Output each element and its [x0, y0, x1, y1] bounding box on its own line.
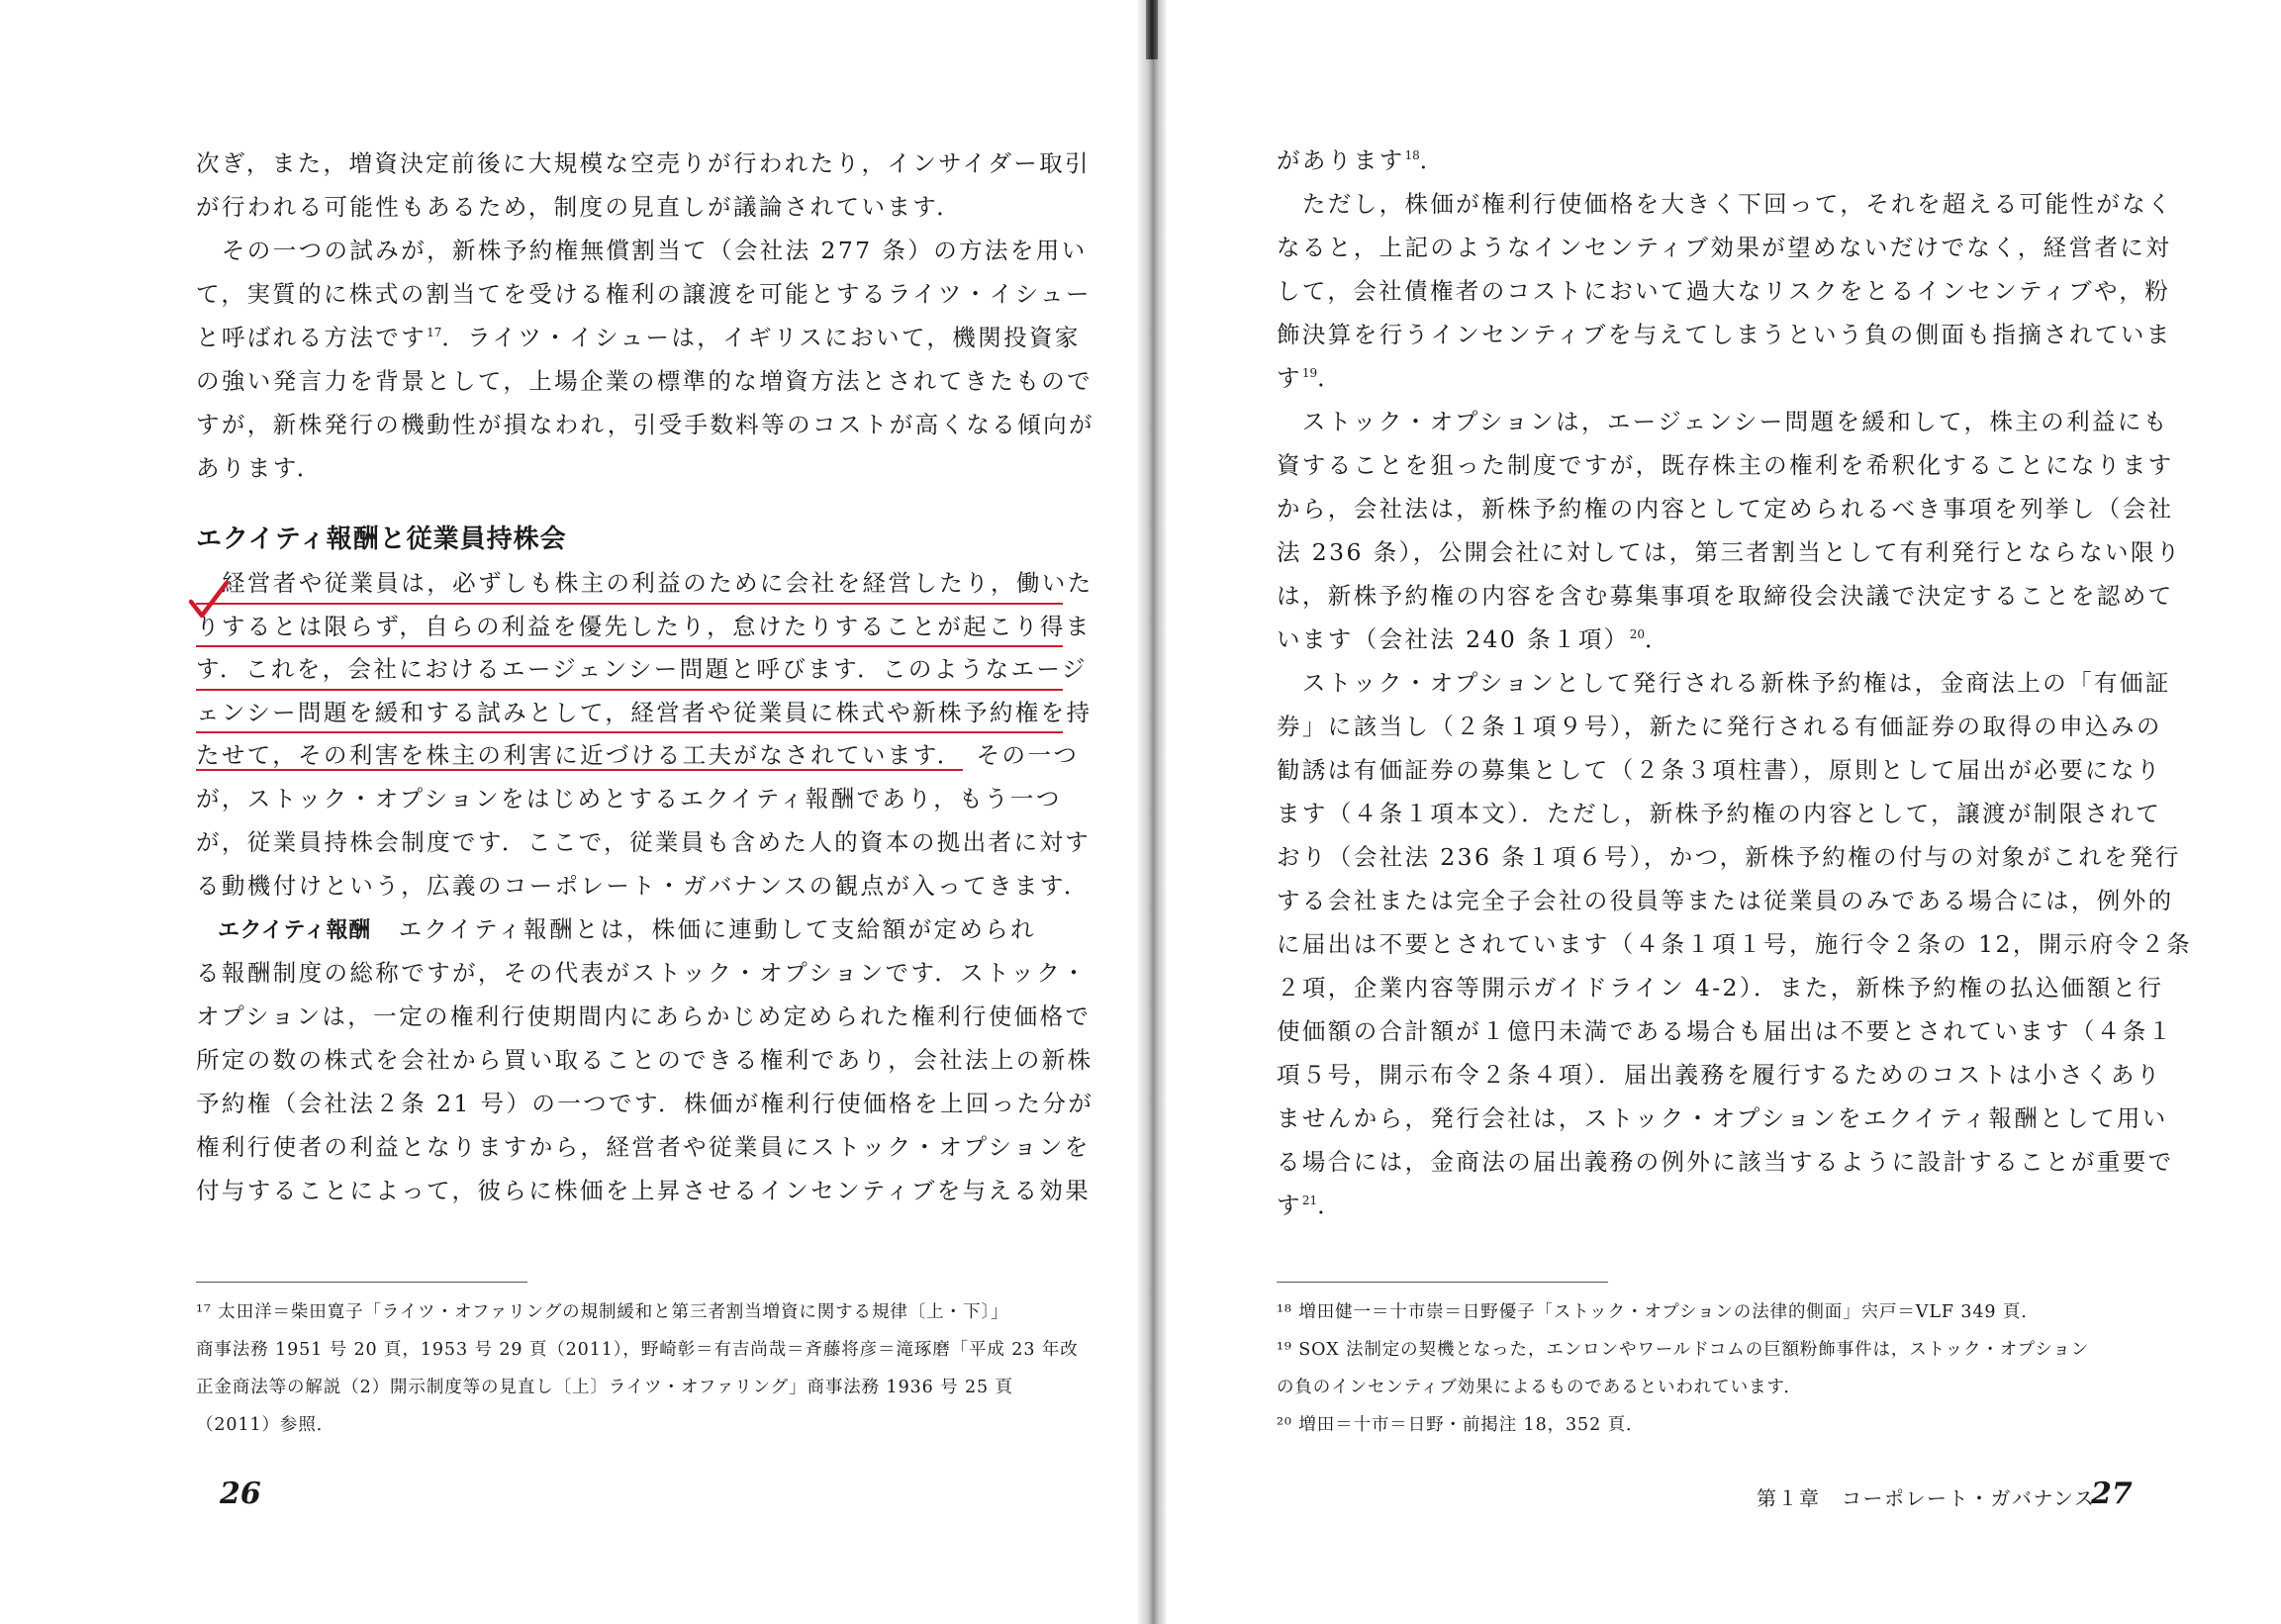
footnote-line: （2011）参照．: [196, 1415, 335, 1435]
body-line-text: ．: [1317, 1192, 1344, 1219]
body-line: ２項，企業内容等開示ガイドライン 4-2）．また，新株予約権の払込価額と行: [1277, 974, 2164, 1002]
section-heading: エクイティ報酬と従業員持株会: [196, 525, 567, 554]
body-line: [1277, 356, 2147, 400]
body-line: る場合には，金商法の届出義務の例外に該当するように設計することが重要で: [1277, 1148, 2174, 1176]
body-line: 券」に該当し（２条１項９号），新たに発行される有価証券の取得の申込みの: [1277, 713, 2162, 740]
body-line: すが，新株発行の機動性が損なわれ，引受手数料等のコストが高くなる傾向が: [196, 411, 1094, 438]
body-line: [196, 908, 1067, 951]
body-line: ただし，株価が権利行使価格を大きく下回って，それを超える可能性がなく: [1277, 190, 2174, 218]
book-gutter: [1138, 0, 1166, 1624]
body-line: 資することを狙った制度ですが，既存株主の権利を希釈化することになります: [1277, 451, 2174, 479]
body-line: から，会社法は，新株予約権の内容として定められるべき事項を列挙し（会社: [1277, 495, 2174, 523]
body-line: [196, 316, 1081, 359]
underlined-line: 経営者や従業員は，必ずしも株主の利益のために会社を経営したり，働いた: [196, 561, 1063, 605]
body-line: 勧誘は有価証券の募集として（２条３項柱書），原則として届出が必要になり: [1277, 756, 2162, 784]
body-line: [1277, 618, 2147, 661]
body-line: する会社または完全子会社の役員等または従業員のみである場合には，例外的: [1277, 887, 2174, 914]
left-page: [0, 0, 1138, 1624]
body-line: が，ストック・オプションをはじめとするエクイティ報酬であり，もう一つ: [196, 785, 1062, 812]
underlined-line: りするとは限らず，自らの利益を優先したり，怠けたりすることが起こり得ま: [196, 605, 1063, 648]
body-line-text: ．: [1644, 625, 1670, 653]
body-line: 使価額の合計額が１億円未満である場合も届出は不要とされています（４条１: [1277, 1017, 2174, 1045]
body-line-text: います（会社法 240 条１項）: [1277, 625, 1630, 653]
footnote-line: の負のインセンティブ効果によるものであるといわれています．: [1277, 1378, 1802, 1397]
body-line: して，会社債権者のコストにおいて過大なリスクをとるインセンティブや，粉: [1277, 277, 2171, 305]
footnote-ref-17: 17: [427, 326, 442, 340]
body-line-text: す: [1277, 1192, 1302, 1219]
body-line: オプションは，一定の権利行使期間内にあらかじめ定められた権利行使価格で: [196, 1003, 1092, 1030]
body-line: が，従業員持株会制度です．ここで，従業員も含めた人的資本の拠出者に対す: [196, 828, 1092, 856]
footnote-divider: [196, 1282, 527, 1283]
body-line: 項５号，開示布令２条４項）．届出義務を履行するためのコストは小さくあり: [1277, 1061, 2162, 1089]
footnote-line: ¹⁸ 増田健一＝十市崇＝日野優子「ストック・オプションの法律的側面」宍戸＝VLF 349 頁．: [1277, 1302, 2040, 1322]
body-line: 所定の数の株式を会社から買い取ることのできる権利であり，会社法上の新株: [196, 1046, 1093, 1074]
body-line-text: と呼ばれる方法です: [196, 324, 428, 351]
body-line-text: ．ライツ・イシューは，イギリスにおいて，機関投資家: [441, 324, 1081, 351]
body-line-text: エクイティ報酬とは，株価に連動して支給額が定められ: [398, 915, 1037, 943]
footnote-ref-18: 18: [1404, 148, 1420, 163]
body-line: て，実質的に株式の割当てを受ける権利の譲渡を可能とするライツ・イシュー: [196, 280, 1092, 308]
body-line: 飾決算を行うインセンティブを与えてしまうという負の側面も指摘されていま: [1277, 321, 2172, 348]
right-footnotes: [1277, 1296, 2147, 1441]
body-line: [1277, 139, 2147, 182]
left-footnotes: [196, 1296, 1077, 1441]
gutter-shadow: [1146, 0, 1158, 59]
footnote-line: 正金商法等の解説（2）開示制度等の見直し〔上〕ライツ・オファリング」商事法務 1936 号 25 頁: [196, 1378, 1013, 1397]
body-line-text: その一つ: [976, 741, 1080, 769]
body-line: は，新株予約権の内容を含む募集事項を取締役会決議で決定することを認めて: [1277, 582, 2174, 610]
footnote-divider: [1277, 1282, 1608, 1283]
footnote-ref-21: 21: [1301, 1194, 1318, 1208]
body-line: 予約権（会社法２条 21 号）の一つです．株価が権利行使価格を上回った分が: [196, 1090, 1094, 1117]
underlined-line: す．これを，会社におけるエージェンシー問題と呼びます．このようなエージ: [196, 647, 1063, 691]
body-line: が行われる可能性もあるため，制度の見直しが議論されています．: [196, 193, 963, 221]
body-line-text: す: [1277, 364, 1302, 392]
page-number-left: 26: [220, 1477, 261, 1511]
body-line: その一つの試みが，新株予約権無償割当て（会社法 277 条）の方法を用い: [196, 237, 1088, 264]
body-line-text: ．: [1317, 364, 1344, 392]
checkmark-icon: [188, 580, 230, 621]
section-gap: [196, 490, 1067, 506]
body-line: ます（４条１項本文）．ただし，新株予約権の内容として，譲渡が制限されて: [1277, 800, 2162, 827]
body-line: 次ぎ，また，増資決定前後に大規模な空売りが行われたり，インサイダー取引: [196, 149, 1091, 177]
body-line: 付与することによって，彼らに株価を上昇させるインセンティブを与える効果: [196, 1177, 1092, 1204]
body-line: [196, 733, 1080, 777]
footnote-line: ¹⁷ 太田洋＝柴田寛子「ライツ・オファリングの規制緩和と第三者割当増資に関する規律〔上・下〕」: [196, 1302, 1009, 1322]
footnote-line: ²⁰ 増田＝十市＝日野・前掲注 18，352 頁．: [1277, 1415, 1645, 1435]
footnote-line: 商事法務 1951 号 20 頁，1953 号 29 頁（2011），野崎彰＝有吉尚哉＝斉藤将彦＝滝琢磨「平成 23 年改: [196, 1340, 1079, 1360]
body-line-text: ．: [1419, 146, 1446, 174]
body-line: に届出は不要とされています（４条１項１号，施行令２条の 12，開示府令２条: [1277, 930, 2193, 958]
body-line: ませんから，発行会社は，ストック・オプションをエクイティ報酬として用い: [1277, 1104, 2168, 1132]
body-line: ストック・オプションとして発行される新株予約権は，金商法上の「有価証: [1277, 669, 2171, 697]
right-body-text: [1277, 139, 2193, 1227]
footnote-line: ¹⁹ SOX 法制定の契機となった，エンロンやワールドコムの巨額粉飾事件は，ストック・オプション: [1277, 1340, 2090, 1360]
body-line: [1277, 1184, 2147, 1227]
body-line: る動機付けという，広義のコーポレート・ガバナンスの観点が入ってきます．: [196, 872, 1090, 900]
left-body-text: [196, 142, 1094, 1212]
body-line: の強い発言力を背景として，上場企業の標準的な増資方法とされてきたもので: [196, 367, 1093, 395]
running-head: 第１章 コーポレート・ガバナンス: [1757, 1486, 2096, 1510]
body-line: 権利行使者の利益となりますから，経営者や従業員にストック・オプションを: [196, 1133, 1091, 1161]
footnote-ref-19: 19: [1301, 366, 1318, 381]
underlined-line: ェンシー問題を緩和する試みとして，経営者や従業員に株式や新株予約権を持: [196, 691, 1063, 734]
body-line: なると，上記のようなインセンティブ効果が望めないだけでなく，経営者に対: [1277, 234, 2172, 261]
body-line: おり（会社法 236 条１項６号），かつ，新株予約権の付与の対象がこれを発行: [1277, 843, 2181, 871]
underlined-line: たせて，その利害を株主の利害に近づける工夫がなされています．: [196, 741, 963, 769]
body-line: る報酬制度の総称ですが，その代表がストック・オプションです．ストック・: [196, 959, 1089, 987]
body-line: あります．: [196, 454, 323, 482]
body-line: 法 236 条），公開会社に対しては，第三者割当として有利発行とならない限り: [1277, 538, 2182, 566]
sub-heading: エクイティ報酬: [218, 918, 371, 943]
body-line-text: があります: [1277, 146, 1405, 174]
body-line: ストック・オプションは，エージェンシー問題を緩和して，株主の利益にも: [1277, 408, 2169, 435]
page-number-right: 27: [2091, 1477, 2133, 1511]
footnote-ref-20: 20: [1629, 627, 1645, 642]
